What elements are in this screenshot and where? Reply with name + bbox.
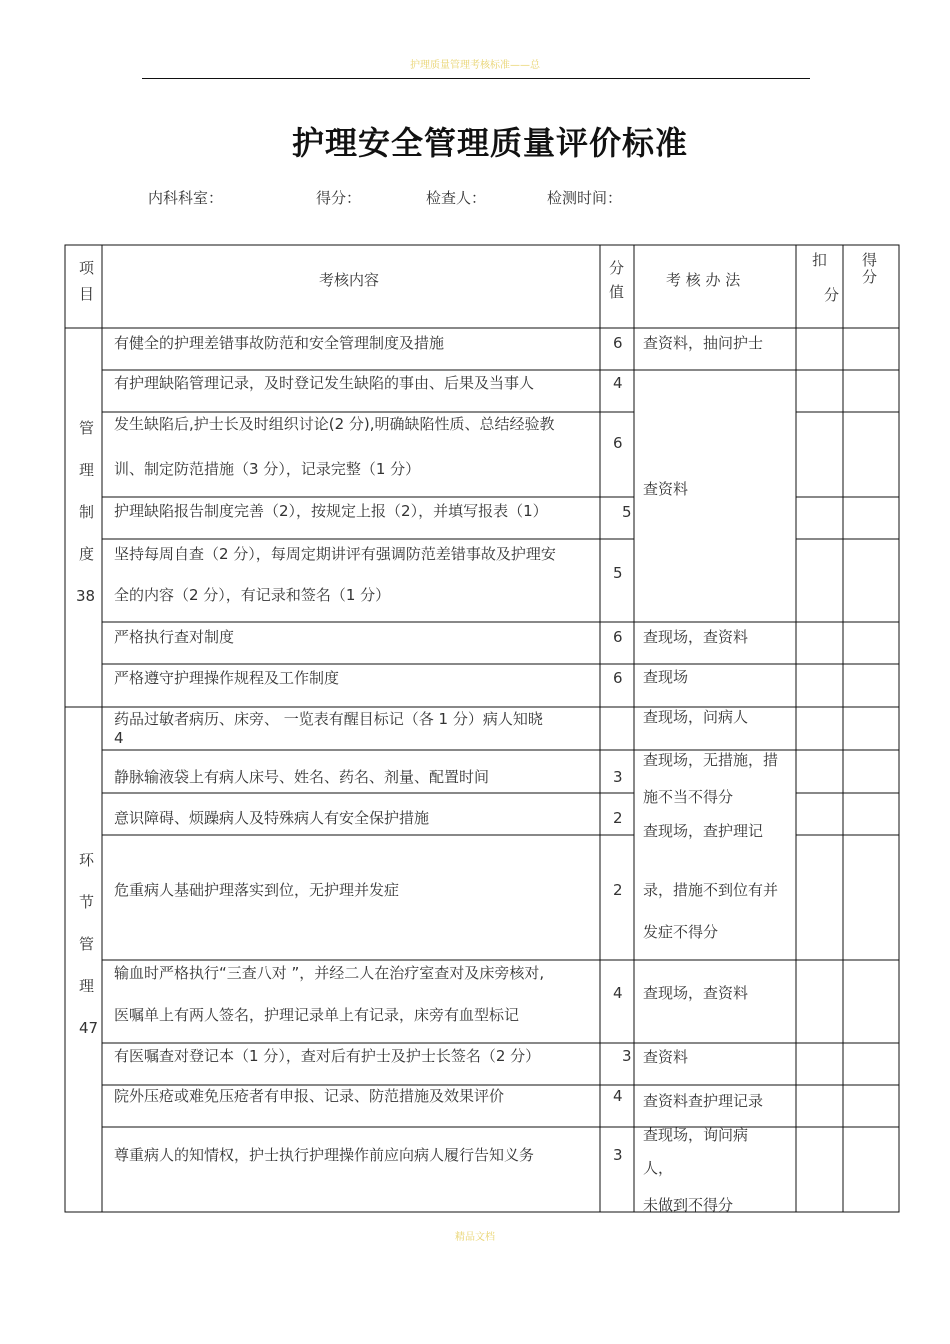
method-text: 查现场 xyxy=(643,668,689,686)
criteria-text: 尊重病人的知情权，护士执行护理操作前应向病人履行告知义务 xyxy=(114,1146,535,1164)
header-got-1: 得 xyxy=(862,251,878,269)
criteria-text: 有护理缺陷管理记录，及时登记发生缺陷的事由、后果及当事人 xyxy=(114,374,535,392)
score-value: 4 xyxy=(613,984,623,1002)
score-value: 4 xyxy=(613,374,623,392)
criteria-text: 院外压疮或难免压疮者有申报、记录、防范措施及效果评价 xyxy=(114,1087,505,1105)
criteria-text: 意识障碍、烦躁病人及特殊病人有安全保护措施 xyxy=(114,809,430,827)
method-text: 查资料，抽问护士 xyxy=(643,334,764,352)
header-deduct-1: 扣 xyxy=(812,251,828,269)
criteria-text: 发生缺陷后,护士长及时组织讨论(2 分),明确缺陷性质、总结经验教 xyxy=(114,415,555,433)
method-text: 查现场，查护理记 xyxy=(643,822,764,840)
footer-watermark: 精品文档 xyxy=(455,1232,495,1243)
page-title: 护理安全管理质量评价标准 xyxy=(291,124,688,162)
section-process-char: 理 xyxy=(79,977,95,995)
header-content: 考核内容 xyxy=(319,271,380,289)
header-deduct-2: 分 xyxy=(824,286,840,304)
method-text: 查资料 xyxy=(643,1048,689,1066)
header-got-2: 分 xyxy=(862,268,878,286)
score-label: 得分： xyxy=(316,189,362,207)
header-item-2: 目 xyxy=(79,285,95,303)
method-text: 查现场，问病人 xyxy=(643,708,749,726)
header-method: 考 核 办 法 xyxy=(666,271,741,289)
section-management-char: 度 xyxy=(79,545,95,563)
method-text: 查现场，无措施，措 xyxy=(643,751,779,769)
score-value: 3 xyxy=(613,1146,623,1164)
method-text: 查资料 xyxy=(643,480,689,498)
section-management-score: 38 xyxy=(76,587,96,605)
score-value: 3 xyxy=(613,768,623,786)
section-process-char: 节 xyxy=(79,893,95,911)
inspector-label: 检查人： xyxy=(426,189,487,207)
criteria-text: 有健全的护理差错事故防范和安全管理制度及措施 xyxy=(114,334,445,352)
department-label: 内科科室： xyxy=(148,189,224,207)
section-process-char: 环 xyxy=(79,851,95,869)
score-value: 5 xyxy=(622,503,632,521)
method-text: 录，措施不到位有并 xyxy=(643,881,779,899)
score-value: 6 xyxy=(613,334,623,352)
header-item-1: 项 xyxy=(79,259,95,277)
criteria-text: 4 xyxy=(114,729,124,747)
method-text: 查现场，查资料 xyxy=(643,984,749,1002)
section-management-char: 制 xyxy=(79,503,95,521)
criteria-text: 医嘱单上有两人签名，护理记录单上有记录，床旁有血型标记 xyxy=(114,1006,520,1024)
method-text: 未做到不得分 xyxy=(643,1196,734,1214)
criteria-text: 危重病人基础护理落实到位，无护理并发症 xyxy=(114,881,400,899)
header-watermark: 护理质量管理考核标准——总 xyxy=(410,60,540,71)
criteria-text: 严格执行查对制度 xyxy=(114,628,235,646)
criteria-text: 训、制定防范措施（3 分），记录完整（1 分） xyxy=(114,460,421,478)
score-value: 2 xyxy=(613,881,623,899)
section-process-score: 47 xyxy=(79,1019,99,1037)
section-management-char: 管 xyxy=(79,419,95,437)
method-text: 施不当不得分 xyxy=(643,788,734,806)
header-value-1: 分 xyxy=(609,259,625,277)
method-text: 查现场，询问病 xyxy=(643,1126,749,1144)
score-value: 2 xyxy=(613,809,623,827)
criteria-text: 有医嘱查对登记本（1 分），查对后有护士及护士长签名（2 分） xyxy=(114,1047,541,1065)
section-process-char: 管 xyxy=(79,935,95,953)
method-text: 查现场，查资料 xyxy=(643,628,749,646)
header-value-2: 值 xyxy=(609,283,625,301)
score-value: 6 xyxy=(613,628,623,646)
score-value: 6 xyxy=(613,669,623,687)
criteria-text: 坚持每周自查（2 分），每周定期讲评有强调防范差错事故及护理安 xyxy=(114,545,556,563)
score-value: 4 xyxy=(613,1087,623,1105)
score-value: 3 xyxy=(622,1047,632,1065)
method-text: 查资料查护理记录 xyxy=(643,1092,764,1110)
score-value: 5 xyxy=(613,564,623,582)
criteria-text: 药品过敏者病历、床旁、 一览表有醒目标记（各 1 分）病人知晓 xyxy=(114,710,543,728)
check-time-label: 检测时间： xyxy=(547,189,623,207)
method-text: 人， xyxy=(643,1159,674,1177)
criteria-text: 输血时严格执行“三查八对 ”，并经二人在治疗室查对及床旁核对, xyxy=(114,964,545,982)
method-text: 发症不得分 xyxy=(643,923,719,941)
criteria-text: 静脉输液袋上有病人床号、姓名、药名、剂量、配置时间 xyxy=(114,768,490,786)
criteria-text: 严格遵守护理操作规程及工作制度 xyxy=(114,669,340,687)
criteria-text: 护理缺陷报告制度完善（2），按规定上报（2），并填写报表（1） xyxy=(114,502,548,520)
criteria-text: 全的内容（2 分），有记录和签名（1 分） xyxy=(114,586,391,604)
section-management-char: 理 xyxy=(79,461,95,479)
score-value: 6 xyxy=(613,434,623,452)
